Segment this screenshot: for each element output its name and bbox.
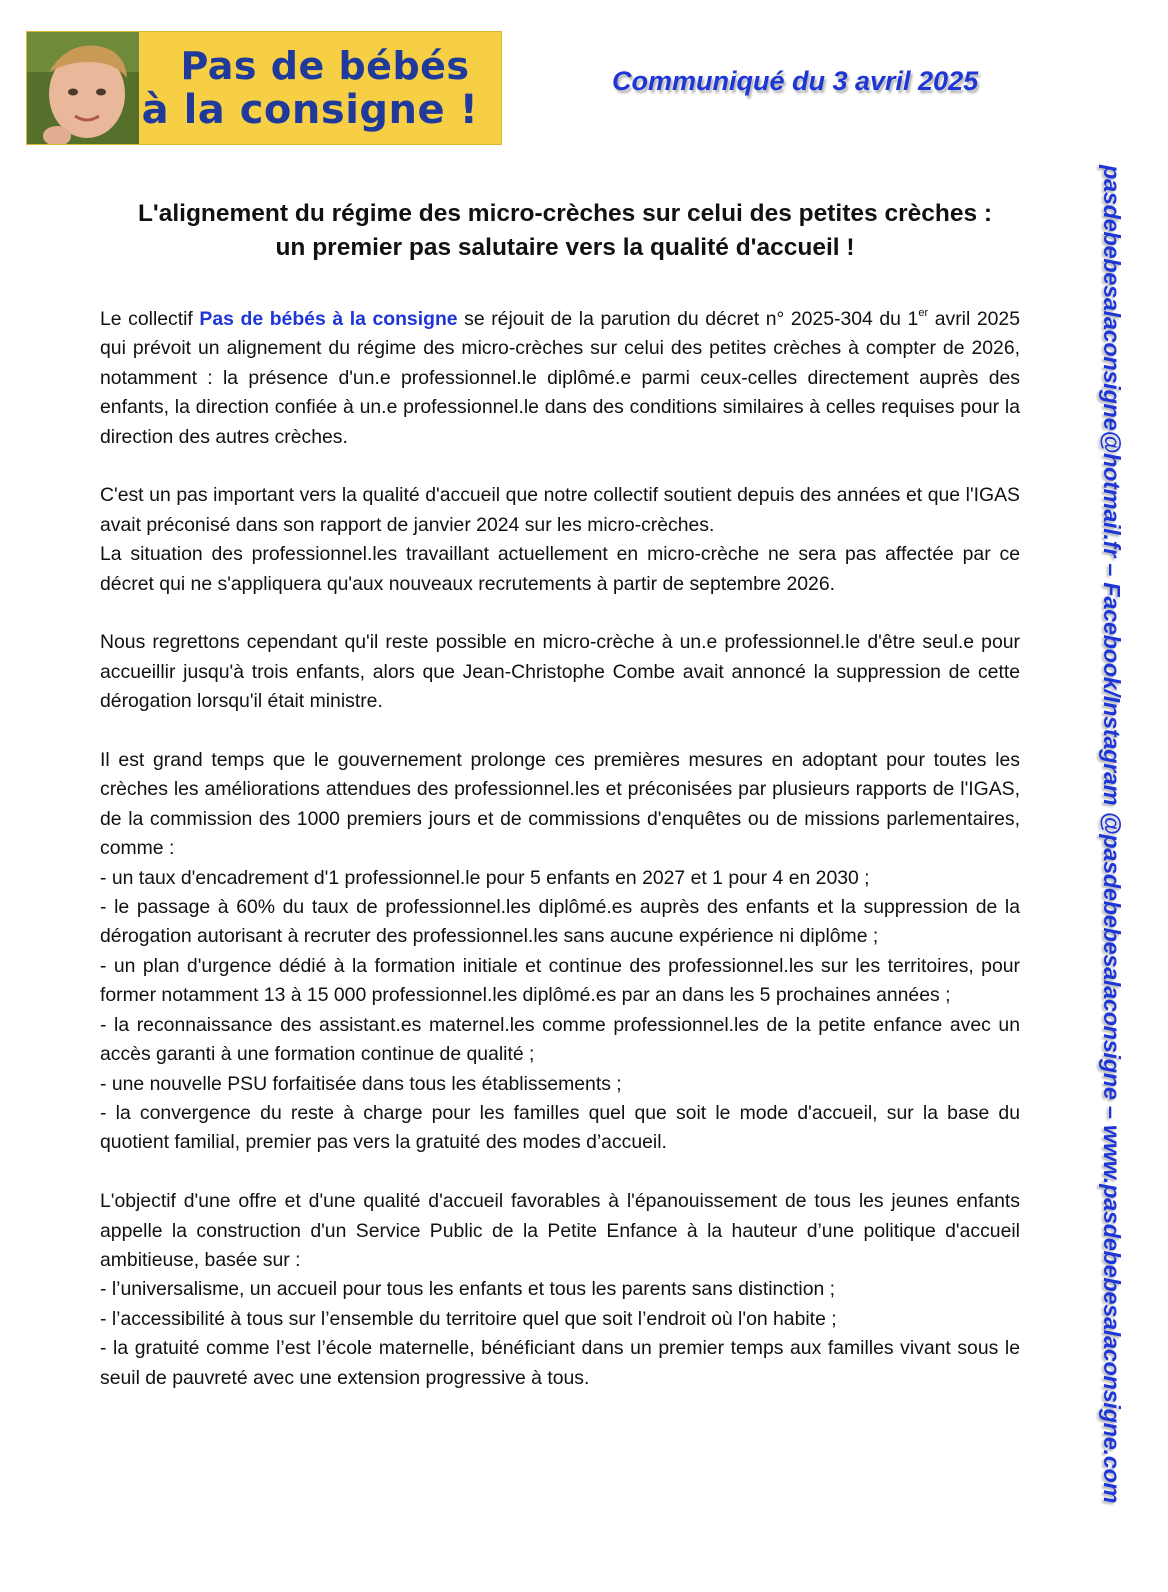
p1-intro: Le collectif	[100, 308, 200, 330]
child-photo-image	[27, 32, 139, 144]
side-contact-strip	[1093, 165, 1133, 1525]
p1-text-b: avril 2025 qui prévoit un alignement du régime des micro-crèches sur celui des petites crèches à compter de 2026, notamment : la présence d'un.e professionnel.le diplômé.e parmi ceux-celles directement auprès des enfants, la direction confiée à un.e professionnel.le dans des conditions similaires à celles requises pour la direction des autres crèches.	[100, 308, 1020, 448]
p4-intro: Il est grand temps que le gouvernement prolonge ces premières mesures en adoptant pour toutes les crèches les améliorations attendues des professionnel.les et préconisées par plusieurs rapports de l'IGAS, de la commission des 1000 premiers jours et de commissions d'enquêtes ou de missions parlementaires, comme :	[100, 749, 1020, 860]
list-item: - la convergence du reste à charge pour les familles quel que soit le mode d'accueil, sur la base du quotient familial, premier pas vers la gratuité des modes d’accueil.	[100, 1101, 1020, 1154]
list-item: - le passage à 60% du taux de professionnel.les diplômé.es auprès des enfants et la suppression de la dérogation autorisant à recruter des professionnel.les sans aucune expérience ni diplôme ;	[100, 896, 1020, 948]
title-line1: L'alignement du régime des micro-crèches sur celui des petites crèches :	[137, 200, 993, 227]
page-title	[60, 197, 1070, 265]
p1-superscript: er	[918, 306, 929, 319]
paragraph-3: Nous regrettons cependant qu'il reste possible en micro-crèche à un.e professionnel.le d'être seul.e pour accueillir jusqu'à trois enfants, alors que Jean-Christophe Combe avait annoncé la suppression de cette dérogation lorsqu'il était ministre.	[100, 631, 1020, 713]
p2-text-a: C'est un pas important vers la qualité d'accueil que notre collectif soutient depuis des années et que l'IGAS avait préconisé dans son rapport de janvier 2024 sur les micro-crèches.	[100, 484, 1020, 536]
paragraph-4	[100, 746, 1020, 1158]
list-item: - une nouvelle PSU forfaitisée dans tous les établissements ;	[100, 1072, 622, 1095]
side-contact-text: pasdebebesalaconsigne@hotmail.fr – Facebook/Instagram @pasdebebesalaconsigne – www.pasdebebesalaconsigne.com	[1099, 165, 1125, 1504]
paragraph-1	[100, 305, 1020, 452]
list-item: - l’universalisme, un accueil pour tous les enfants et tous les parents sans distinction ;	[100, 1278, 836, 1301]
list-item: - la reconnaissance des assistant.es maternel.les comme professionnel.les de la petite enfance avec un accès garanti à une formation continue de qualité ;	[100, 1013, 1020, 1066]
logo-text-line2: à la consigne !	[141, 87, 479, 133]
paragraph-2	[100, 481, 1020, 599]
p2-text-b: La situation des professionnel.les travaillant actuellement en micro-crèche ne sera pas affectée par ce décret qui ne s'appliquera qu'aux nouveaux recrutements à partir de septembre 2026.	[100, 543, 1020, 595]
child-photo	[27, 32, 139, 144]
list-item: - un taux d'encadrement d'1 professionnel.le pour 5 enfants en 2027 et 1 pour 4 en 2030 ;	[100, 866, 870, 889]
p5-intro: L'objectif d'une offre et d'une qualité d'accueil favorables à l'épanouissement de tous les jeunes enfants appelle la construction d'un Service Public de la Petite Enfance à la hauteur d’une politique d'accueil ambitieuse, basée sur :	[100, 1190, 1020, 1271]
logo	[27, 32, 501, 144]
logo-text-line1: Pas de bébés	[180, 44, 470, 88]
list-item: - l’accessibilité à tous sur l’ensemble du territoire quel que soit l’endroit où l'on habite ;	[100, 1307, 837, 1330]
title-line2: un premier pas salutaire vers la qualité d'accueil !	[275, 234, 855, 261]
communique-date: Communiqué du 3 avril 2025	[612, 66, 979, 96]
document-body	[100, 305, 1020, 1393]
collective-name: Pas de bébés à la consigne	[199, 308, 458, 330]
paragraph-5	[100, 1187, 1020, 1393]
p1-text-a: se réjouit de la parution du décret n° 2025-304 du 1	[457, 308, 919, 330]
list-item: - la gratuité comme l’est l’école maternelle, bénéficiant dans un premier temps aux familles vivant sous le seuil de pauvreté avec une extension progressive à tous.	[100, 1337, 1020, 1389]
logo-banner	[139, 32, 501, 144]
list-item: - un plan d'urgence dédié à la formation initiale et continue des professionnel.les sur les territoires, pour former notamment 13 à 15 000 professionnel.les diplômé.es par an dans les 5 prochaines années ;	[100, 954, 1020, 1007]
